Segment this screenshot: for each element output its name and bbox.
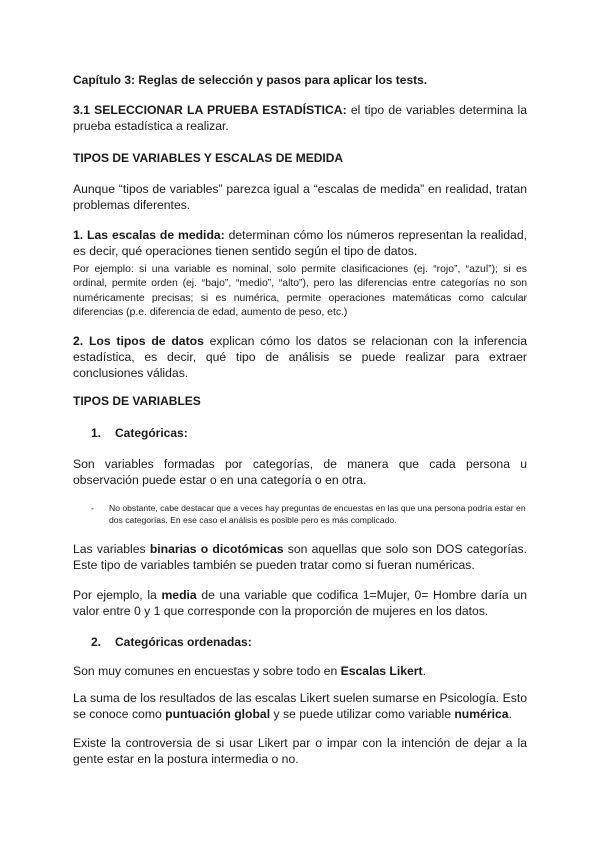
tipos-datos-text: explican cómo los datos se relacionan con la inferencia estadística, es decir, qué tipo de análisis se puede realizar para extraer conclusiones válidas. [73, 334, 528, 380]
paragraph-likert [73, 663, 527, 679]
suma-bold-2: numérica [454, 707, 509, 721]
suma-pre: La suma de los resultados de las escalas Likert suelen sumarse en Psicología. Esto se conoce como [73, 691, 527, 721]
paragraph-controversia: Existe la controversia de si usar Likert par o impar con la intención de dejar a la gente estar en la postura intermedia o no. [73, 736, 527, 766]
suma-mid: y se puede utilizar como variable [270, 707, 455, 721]
escalas-text: determinan cómo los números representan la realidad, es decir, qué operaciones tienen sentido según el tipo de datos. [73, 228, 527, 258]
paragraph-aunque: Aunque “tipos de variables” parezca igual a “escalas de medida” en realidad, tratan problemas diferentes. [73, 182, 527, 212]
paragraph-binarias [73, 541, 527, 573]
paragraph-suma [73, 690, 527, 722]
escalas-label: 1. Las escalas de medida: [73, 228, 225, 242]
tipos-datos-label: 2. Los tipos de datos [73, 334, 204, 348]
paragraph-media [73, 587, 527, 619]
likert-pre: Son muy comunes en encuestas y sobre todo en [73, 664, 341, 678]
section-3-1-text: el tipo de variables determina la prueba estadística a realizar. [73, 103, 527, 133]
note-text: No obstante, cabe destacar que a veces hay preguntas de encuestas en las que una persona podría estar en dos categorías. En ese caso el análisis es posible pero es más complicado. [109, 503, 526, 526]
item-categoricas-heading [91, 425, 188, 441]
binarias-post: son aquellas que solo son DOS categorías. Este tipo de variables también se pueden tratar como si fueran numéricas. [73, 542, 527, 572]
suma-bold-1: puntuación global [165, 707, 271, 721]
paragraph-ejemplo: Por ejemplo: si una variable es nominal, solo permite clasificaciones (ej. “rojo”, “azul”); si es ordinal, permite orden (ej. “bajo”, “medio”, “alto”), pero las diferencias entre categorías no son numéricamente precisas; si es numérica, permite operaciones matemáticas como calcular diferencias (p.e. diferencia de edad, aumento de peso, etc.) [73, 264, 527, 318]
note-dos-categorias [91, 502, 527, 527]
heading-tipos-escalas: TIPOS DE VARIABLES Y ESCALAS DE MEDIDA [73, 151, 344, 165]
item-1-label: Categóricas: [115, 426, 188, 440]
note-dash: - [91, 503, 94, 513]
heading-tipos-variables: TIPOS DE VARIABLES [73, 394, 201, 408]
item-categoricas-ordenadas-heading [91, 634, 252, 650]
media-post: de una variable que codifica 1=Mujer, 0= Hombre daría un valor entre 0 y 1 que corresponde con la proporción de mujeres en los datos. [73, 588, 527, 618]
chapter-title: Capítulo 3: Reglas de selección y pasos para aplicar los tests. [73, 73, 428, 87]
paragraph-categoricas: Son variables formadas por categorías, de manera que cada persona u observación puede estar o en una categoría o en otra. [73, 457, 527, 487]
item-2-label: Categóricas ordenadas: [115, 635, 252, 649]
paragraph-tipos-datos [73, 333, 527, 381]
item-2-number: 2. [91, 635, 102, 649]
section-3-1-label: 3.1 SELECCIONAR LA PRUEBA ESTADÍSTICA: [73, 103, 347, 117]
media-bold: media [161, 588, 197, 602]
binarias-bold: binarias o dicotómicas [149, 542, 284, 556]
paragraph-escalas [73, 227, 527, 259]
section-3-1-paragraph [73, 102, 527, 134]
item-1-number: 1. [91, 426, 102, 440]
suma-post: . [508, 707, 512, 721]
binarias-pre: Las variables [73, 542, 150, 556]
media-pre: Por ejemplo, la [73, 588, 162, 602]
likert-bold: Escalas Likert [340, 664, 423, 678]
likert-post: . [422, 664, 426, 678]
